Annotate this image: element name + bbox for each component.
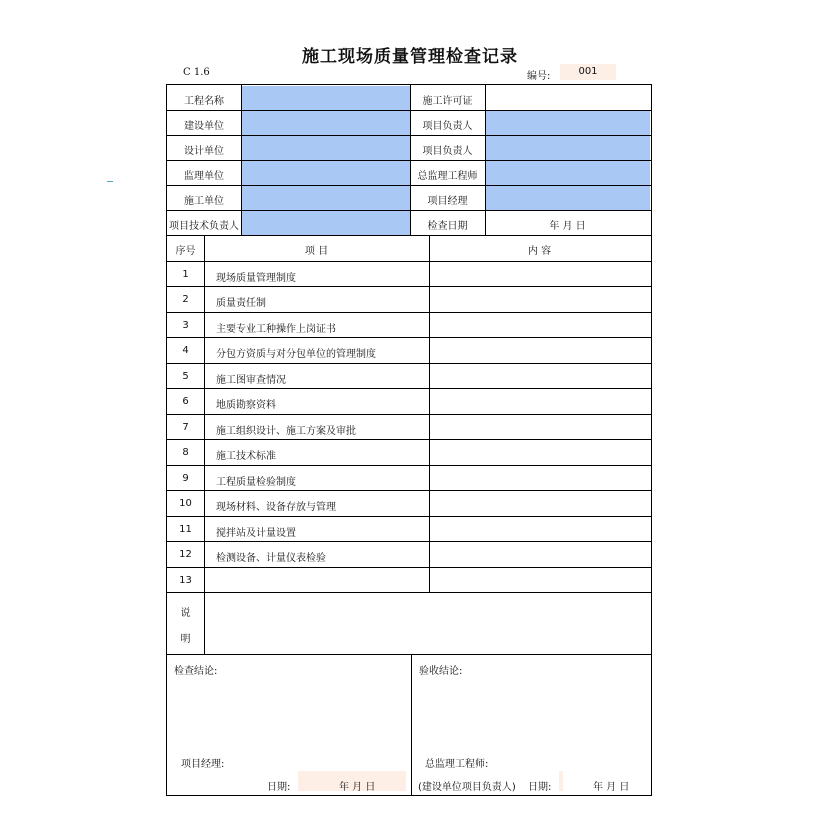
item-name: 搅拌站及计量设置 <box>216 527 296 539</box>
grid-line <box>429 235 430 592</box>
inspection-form <box>166 84 652 796</box>
header-value-field[interactable] <box>486 86 650 110</box>
column-header-content: 内 容 <box>527 246 552 257</box>
item-number: 3 <box>182 319 189 331</box>
inspection-conclusion-field[interactable] <box>168 676 410 746</box>
item-number: 10 <box>179 498 192 509</box>
grid-line <box>241 85 242 235</box>
header-value-field[interactable] <box>242 86 410 110</box>
owner-representative-note: (建设单位项目负责人) <box>418 782 516 793</box>
serial-label: 编号: <box>527 71 551 82</box>
item-content-field[interactable] <box>430 568 650 593</box>
serial-number-field[interactable]: 001 <box>560 64 616 80</box>
acceptance-conclusion-field[interactable] <box>412 676 649 746</box>
item-content-field[interactable] <box>430 466 650 491</box>
header-value-field[interactable] <box>242 136 410 160</box>
header-label: 设计单位 <box>184 146 224 157</box>
check-date-value: 年 月 日 <box>549 221 586 232</box>
date-value: 年 月 日 <box>593 782 630 793</box>
header-label: 工程名称 <box>184 96 224 107</box>
grid-line <box>204 592 205 654</box>
grid-line <box>167 235 652 236</box>
item-content-field[interactable] <box>430 287 650 312</box>
item-number: 6 <box>182 396 189 407</box>
date-field[interactable] <box>559 771 563 791</box>
item-content-field[interactable] <box>430 491 650 516</box>
header-label: 施工单位 <box>184 196 224 207</box>
column-header-no: 序号 <box>175 246 196 257</box>
item-number: 7 <box>182 421 189 433</box>
header-value-field[interactable] <box>486 161 650 185</box>
header-value-field[interactable] <box>242 161 410 185</box>
item-number: 1 <box>182 268 189 280</box>
header-label: 项目技术负责人 <box>169 221 239 232</box>
header-label: 施工许可证 <box>422 96 473 107</box>
acceptance-conclusion-label: 验收结论: <box>419 666 463 677</box>
item-name: 现场质量管理制度 <box>216 272 296 284</box>
header-label: 项目经理 <box>427 196 468 207</box>
remark-field[interactable] <box>205 593 650 653</box>
item-number: 11 <box>179 523 192 535</box>
item-number: 12 <box>179 549 192 560</box>
item-number: 4 <box>182 345 189 356</box>
column-header-item: 项 目 <box>304 246 329 257</box>
item-number: 13 <box>179 574 192 586</box>
header-label: 监理单位 <box>184 171 224 182</box>
item-content-field[interactable] <box>430 262 650 287</box>
item-number: 9 <box>182 472 189 484</box>
margin-mark <box>107 181 113 182</box>
item-content-field[interactable] <box>430 364 650 389</box>
remark-label: 说 <box>180 608 191 619</box>
item-name: 工程质量检验制度 <box>216 476 296 488</box>
header-value-field[interactable] <box>486 186 650 210</box>
item-content-field[interactable] <box>430 313 650 338</box>
grid-line <box>410 85 411 235</box>
project-manager-label: 项目经理: <box>181 759 225 770</box>
header-label: 检查日期 <box>427 221 468 232</box>
item-name: 施工技术标准 <box>216 451 276 462</box>
item-content-field[interactable] <box>430 440 650 465</box>
item-name: 质量责任制 <box>216 298 266 309</box>
item-content-field[interactable] <box>430 517 650 542</box>
header-label: 项目负责人 <box>422 146 473 157</box>
item-name: 施工图审查情况 <box>216 374 286 386</box>
grid-line <box>485 85 486 235</box>
header-label: 项目负责人 <box>422 121 473 132</box>
date-label: 日期: <box>528 782 552 793</box>
remark-label: 明 <box>180 634 191 645</box>
item-name: 检测设备、计量仪表检验 <box>216 553 326 564</box>
chief-supervisor-label: 总监理工程师: <box>425 759 489 770</box>
date-value: 年 月 日 <box>339 782 376 793</box>
item-number: 2 <box>182 294 189 305</box>
form-title: 施工现场质量管理检查记录 <box>302 47 518 67</box>
header-value-field[interactable] <box>486 136 650 160</box>
header-label: 总监理工程师 <box>417 171 478 182</box>
item-number: 5 <box>182 370 189 382</box>
item-content-field[interactable] <box>430 542 650 567</box>
header-value-field[interactable] <box>486 111 650 135</box>
item-content-field[interactable] <box>430 415 650 440</box>
item-name: 主要专业工种操作上岗证书 <box>216 323 336 335</box>
date-label: 日期: <box>267 782 291 793</box>
item-name: 分包方资质与对分包单位的管理制度 <box>216 349 376 360</box>
header-label: 建设单位 <box>184 121 224 132</box>
item-number: 8 <box>182 447 189 458</box>
grid-line <box>167 654 652 655</box>
item-name: 地质勘察资料 <box>216 400 276 411</box>
item-name: 施工组织设计、施工方案及审批 <box>216 425 356 437</box>
header-value-field[interactable] <box>242 111 410 135</box>
item-content-field[interactable] <box>430 338 650 363</box>
grid-line <box>204 235 205 592</box>
item-content-field[interactable] <box>430 389 650 414</box>
item-name: 现场材料、设备存放与管理 <box>216 502 336 513</box>
form-code: C 1.6 <box>183 67 210 78</box>
header-value-field[interactable] <box>242 186 410 210</box>
inspection-conclusion-label: 检查结论: <box>174 666 218 677</box>
header-value-field[interactable] <box>242 211 410 235</box>
